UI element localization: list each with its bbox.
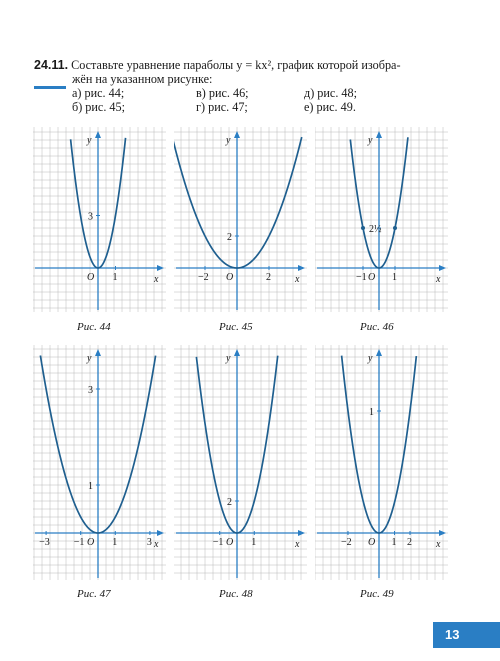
grid-lines bbox=[174, 127, 307, 312]
option-e: е) рис. 49. bbox=[304, 100, 356, 114]
parabola-curve bbox=[174, 137, 302, 268]
y-axis-arrow bbox=[95, 349, 101, 356]
x-tick-label: 1 bbox=[112, 272, 118, 283]
x-axis-label: x bbox=[436, 274, 441, 285]
task-line-2: жён на указанном рисунке: bbox=[72, 72, 213, 86]
y-axis-arrow bbox=[376, 349, 382, 356]
grid-lines bbox=[33, 127, 166, 312]
grid-lines bbox=[315, 127, 448, 312]
figure-47 bbox=[33, 345, 166, 580]
option-a: а) рис. 44; bbox=[72, 86, 125, 100]
x-axis-arrow bbox=[298, 265, 305, 271]
marked-point bbox=[361, 226, 365, 230]
origin-label: O bbox=[87, 272, 95, 283]
grid-lines bbox=[174, 345, 307, 580]
figure-48 bbox=[174, 345, 307, 580]
x-axis-arrow bbox=[298, 530, 305, 536]
caption-figure-47: Рис. 47 bbox=[77, 588, 111, 600]
figure-44 bbox=[33, 127, 166, 312]
page-number-tab bbox=[433, 622, 500, 648]
x-axis-label: x bbox=[295, 274, 300, 285]
y-axis-label: y bbox=[368, 353, 373, 364]
x-tick-label: 2 bbox=[266, 272, 271, 283]
x-tick-label: 1 bbox=[392, 272, 397, 283]
y-tick-label: 1 bbox=[88, 481, 93, 492]
figure-plot-1 bbox=[174, 127, 307, 312]
figure-plot-2 bbox=[315, 127, 448, 312]
y-axis-label: y bbox=[226, 135, 231, 146]
caption-figure-49: Рис. 49 bbox=[360, 588, 394, 600]
figure-46 bbox=[315, 127, 448, 312]
y-tick-label: 2 bbox=[227, 232, 232, 243]
x-axis-arrow bbox=[439, 530, 446, 536]
x-axis-label: x bbox=[436, 539, 441, 550]
figure-45 bbox=[174, 127, 307, 312]
figure-plot-3 bbox=[33, 345, 166, 580]
option-g: г) рис. 47; bbox=[196, 100, 248, 114]
x-tick-label: −1 bbox=[356, 272, 367, 283]
task-number-underline bbox=[34, 86, 66, 89]
caption-figure-45: Рис. 45 bbox=[219, 321, 253, 333]
origin-label: O bbox=[368, 537, 376, 548]
x-tick-label: 1 bbox=[112, 537, 118, 548]
y-tick-label: 1 bbox=[369, 407, 374, 418]
x-axis-label: x bbox=[154, 274, 159, 285]
x-axis-label: x bbox=[154, 539, 159, 550]
figure-plot-4 bbox=[174, 345, 307, 580]
origin-label: O bbox=[368, 272, 376, 283]
x-tick-label: −2 bbox=[198, 272, 209, 283]
y-axis-arrow bbox=[234, 349, 240, 356]
x-tick-label: 1 bbox=[391, 537, 397, 548]
y-tick-label: 3 bbox=[88, 211, 93, 223]
option-d: д) рис. 48; bbox=[304, 86, 357, 100]
caption-figure-46: Рис. 46 bbox=[360, 321, 394, 333]
x-tick-label: −2 bbox=[341, 537, 352, 548]
page-number: 13 bbox=[445, 627, 460, 642]
x-axis-arrow bbox=[157, 530, 164, 536]
y-tick-label: 3 bbox=[88, 385, 93, 396]
caption-figure-48: Рис. 48 bbox=[219, 588, 253, 600]
task-line-1: Составьте уравнение параболы y = kx², график которой изобра- bbox=[71, 58, 401, 72]
figure-plot-0 bbox=[33, 127, 166, 312]
caption-figure-44: Рис. 44 bbox=[77, 321, 111, 333]
y-axis-label: y bbox=[87, 353, 92, 364]
x-tick-label: −1 bbox=[212, 537, 224, 548]
x-axis-arrow bbox=[157, 265, 164, 271]
origin-label: O bbox=[226, 537, 234, 548]
x-axis-label: x bbox=[295, 539, 300, 550]
x-tick-label: 2 bbox=[407, 537, 412, 548]
origin-label: O bbox=[87, 537, 95, 548]
figure-49 bbox=[315, 345, 448, 580]
y-tick-label: 2 bbox=[227, 497, 232, 508]
origin-label: O bbox=[226, 272, 234, 283]
y-tick-label: 2½ bbox=[369, 224, 382, 235]
figure-plot-5 bbox=[315, 345, 448, 580]
x-axis-arrow bbox=[439, 265, 446, 271]
x-tick-label: 3 bbox=[146, 537, 152, 548]
option-v: в) рис. 46; bbox=[196, 86, 249, 100]
task-text bbox=[34, 58, 464, 86]
marked-point bbox=[393, 226, 397, 230]
option-b: б) рис. 45; bbox=[72, 100, 125, 114]
task-number: 24.11. bbox=[34, 58, 69, 72]
x-tick-label: −1 bbox=[73, 537, 85, 548]
x-tick-label: 1 bbox=[251, 537, 257, 548]
y-axis-label: y bbox=[226, 353, 231, 364]
y-axis-label: y bbox=[87, 135, 92, 146]
y-axis-label: y bbox=[368, 135, 373, 146]
x-tick-label: −3 bbox=[39, 537, 50, 548]
grid-lines bbox=[315, 345, 448, 580]
